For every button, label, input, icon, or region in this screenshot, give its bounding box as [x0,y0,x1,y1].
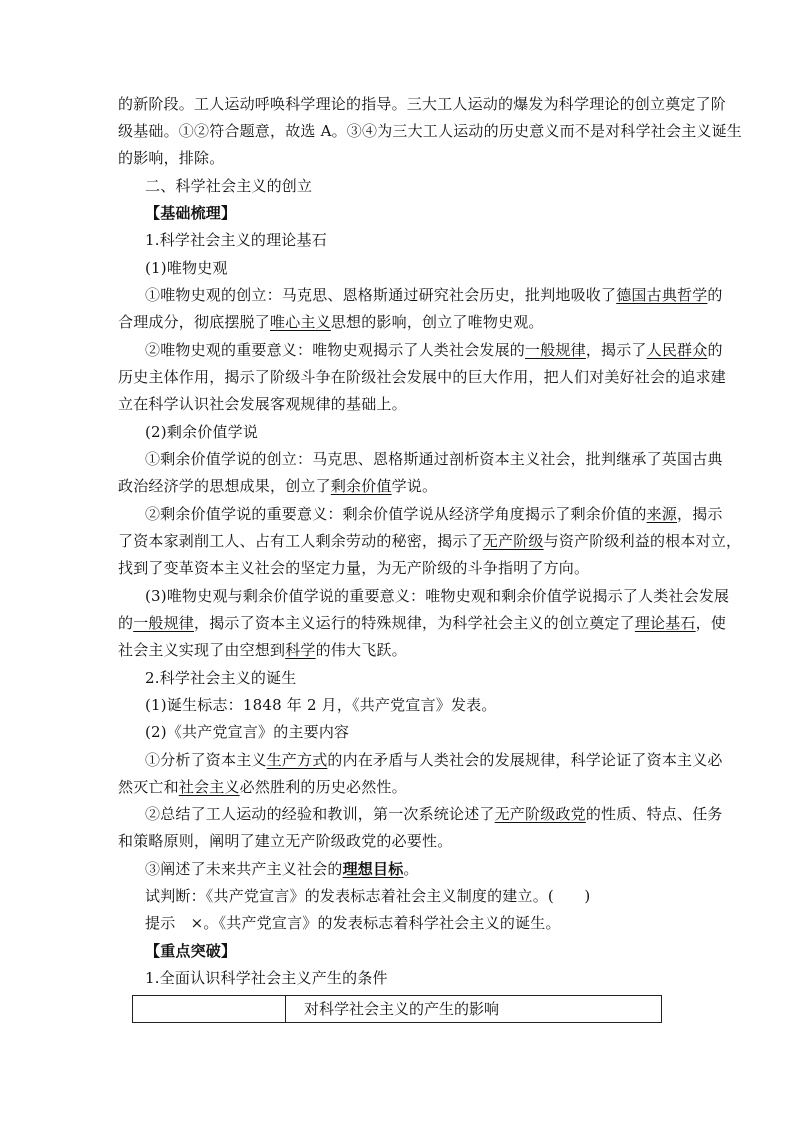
underlined-term: 社会主义 [178,778,240,796]
table-header-cell: 对科学社会主义的产生的影响 [286,996,662,1023]
paragraph-line: 找到了变革资本主义社会的坚定力量，为无产阶级的斗争指明了方向。 [118,559,590,577]
underlined-term: 剩余价值 [330,477,392,495]
underlined-term: 理想目标 [342,860,404,878]
paragraph-line: ①唯物史观的创立：马克思、恩格斯通过研究社会历史，批判地吸收了德国古典哲学的 [145,286,723,304]
paragraph-line: 的新阶段。工人运动呼唤科学理论的指导。三大工人运动的爆发为科学理论的创立奠定了阶 [118,95,727,113]
underlined-term: 唯心主义 [270,313,331,331]
paragraph-line: 的影响，排除。 [118,149,225,167]
underlined-term: 科学 [285,641,316,659]
underlined-term: 来源 [646,505,678,523]
paragraph-line: 政治经济学的思想成果，创立了剩余价值学说。 [118,477,438,495]
item-title: 1.科学社会主义的理论基石 [145,231,327,249]
underlined-term: 人民群众 [646,341,708,359]
paragraph-line: 立在科学认识社会发展客观规律的基础上。 [118,395,407,413]
judge-question: 试判断：《共产党宣言》的发表标志着社会主义制度的建立。( ) [145,887,591,905]
paragraph-line: 合理成分，彻底摆脱了唯心主义思想的影响，创立了唯物史观。 [118,313,544,331]
underlined-term: 一般规律 [525,341,586,359]
underlined-term: 无产阶级 [482,532,544,550]
paragraph-line: 社会主义实现了由空想到科学的伟大飞跃。 [118,641,407,659]
paragraph-line: 然灭亡和社会主义必然胜利的历史必然性。 [118,778,407,796]
item-title: 2.科学社会主义的诞生 [145,669,297,687]
basics-heading: 【基础梳理】 [145,204,237,222]
underlined-term: 理论基石 [634,614,696,632]
table-row [133,996,662,1023]
paragraph-line: 了资本家剥削工人、占有工人剩余劳动的秘密，揭示了无产阶级与资产阶级利益的根本对立， [118,532,742,550]
paragraph-line: ①分析了资本主义生产方式的内在矛盾与人类社会的发展规律，科学论证了资本主义必 [145,751,723,769]
underlined-term: 生产方式 [266,751,328,769]
paragraph-line: ②剩余价值学说的重要意义：剩余价值学说从经济学角度揭示了剩余价值的来源，揭示 [145,505,723,523]
item-title: 1.全面认识科学社会主义产生的条件 [145,969,388,987]
paragraph-line: 历史主体作用，揭示了阶级斗争在阶级社会发展中的巨大作用，把人们对美好社会的追求建 [118,368,727,386]
underlined-term: 德国古典哲学 [616,286,708,304]
paragraph-line: 的一般规律，揭示了资本主义运行的特殊规律，为科学社会主义的创立奠定了理论基石，使 [118,614,727,632]
section-title: 二、科学社会主义的创立 [145,177,313,195]
paragraph-line: ②总结了工人运动的经验和教训，第一次系统论述了无产阶级政党的性质、特点、任务 [145,805,723,823]
paragraph-line: ①剩余价值学说的创立：马克思、恩格斯通过剖析资本主义社会，批判继承了英国古典 [145,450,723,468]
subitem-title: (2)剩余价值学说 [145,423,259,441]
table-header-cell [133,996,286,1023]
paragraph-line: ③阐述了未来共产主义社会的理想目标。 [145,860,419,878]
underlined-term: 无产阶级政党 [494,805,586,823]
subitem-title: (2)《共产党宣言》的主要内容 [145,723,350,741]
underlined-term: 一般规律 [133,614,195,632]
paragraph-line: 级基础。①②符合题意，故选 A。③④为三大工人运动的历史意义而不是对科学社会主义诞生 [118,122,743,140]
judge-hint: 提示 ×。《共产党宣言》的发表标志着科学社会主义的诞生。 [145,914,561,932]
paragraph-line: (3)唯物史观与剩余价值学说的重要意义：唯物史观和剩余价值学说揭示了人类社会发展 [145,587,730,605]
paragraph-line: 和策略原则，阐明了建立无产阶级政党的必要性。 [118,832,453,850]
paragraph-line: (1)诞生标志：1848 年 2 月，《共产党宣言》发表。 [145,696,497,714]
paragraph-line: ②唯物史观的重要意义：唯物史观揭示了人类社会发展的一般规律，揭示了人民群众的 [145,341,723,359]
key-heading: 【重点突破】 [145,942,237,960]
subitem-title: (1)唯物史观 [145,259,228,277]
conditions-table [132,995,662,1023]
